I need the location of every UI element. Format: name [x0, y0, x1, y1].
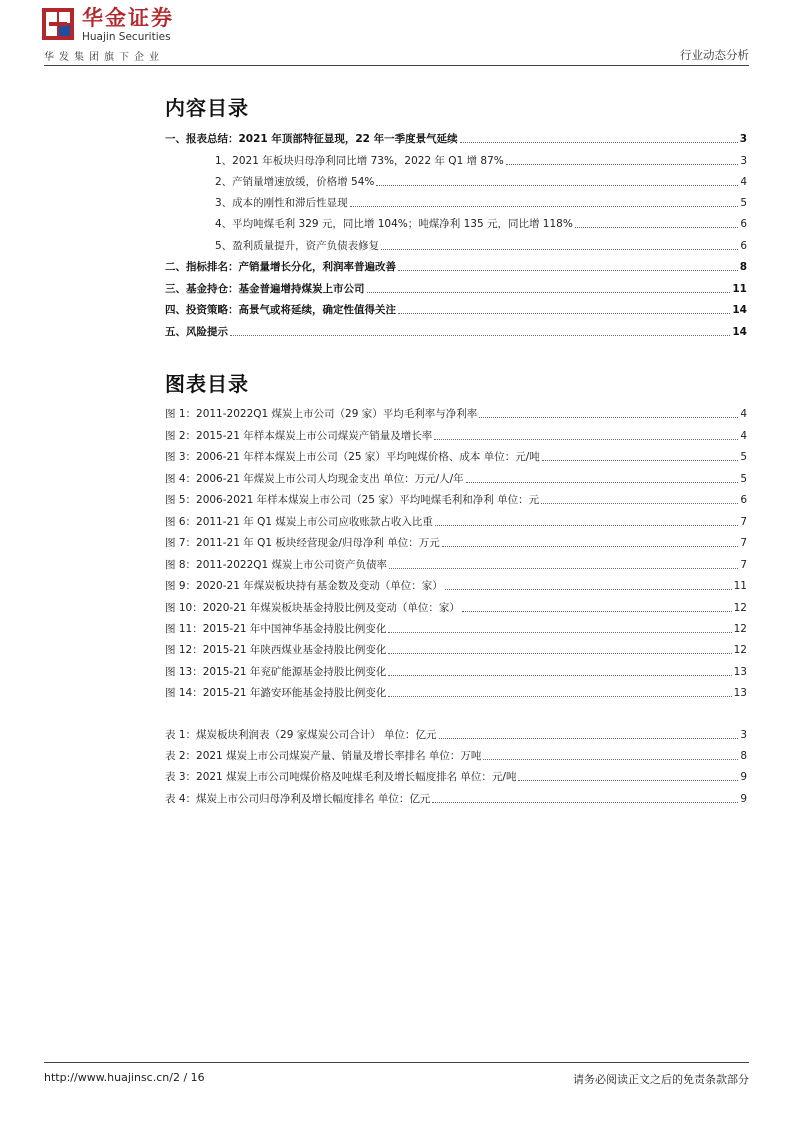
toc-entry-page: 14 [732, 304, 747, 316]
table-entry-text: 表 2：2021 煤炭上市公司煤炭产量、销量及增长率排名 单位：万吨 [165, 750, 482, 762]
toc-entry-text: 二、指标排名：产销量增长分化，利润率普遍改善 [165, 261, 396, 273]
leader-dots [350, 205, 739, 207]
figure-entry-text: 图 6：2011-21 年 Q1 煤炭上市公司应收账款占收入比重 [165, 516, 433, 528]
toc-entry[interactable] [165, 301, 747, 317]
figure-entry-page: 13 [733, 666, 747, 678]
figures-title: 图表目录 [165, 372, 249, 396]
figure-entry[interactable] [165, 556, 747, 572]
toc-entry-text: 3、成本的刚性和滞后性显现 [215, 197, 348, 209]
leader-dots [575, 226, 738, 228]
leader-dots [541, 502, 738, 504]
leader-dots [398, 312, 730, 314]
toc-entry-page: 6 [740, 218, 747, 230]
table-entry-page: 9 [740, 793, 747, 805]
toc-entry-text: 五、风险提示 [165, 326, 228, 338]
leader-dots [483, 758, 738, 760]
table-entry-page: 3 [740, 729, 747, 741]
toc-entry-page: 8 [739, 261, 747, 273]
leader-dots [381, 248, 738, 250]
toc-entry-text: 四、投资策略：高景气或将延续，确定性值得关注 [165, 304, 396, 316]
table-entry-text: 表 3：2021 煤炭上市公司吨煤价格及吨煤毛利及增长幅度排名 单位：元/吨 [165, 771, 517, 783]
toc-entry-text: 5、盈利质量提升，资产负债表修复 [215, 240, 380, 252]
figure-entry-text: 图 7：2011-21 年 Q1 板块经营现金/归母净利 单位：万元 [165, 537, 440, 549]
figure-entry-text: 图 12：2015-21 年陕西煤业基金持股比例变化 [165, 644, 387, 656]
table-entry[interactable] [165, 726, 747, 742]
figure-entry-page: 6 [740, 494, 747, 506]
toc-entry[interactable] [165, 130, 747, 146]
group-tagline: 华发集团旗下企业 [44, 52, 164, 63]
footer-divider [44, 1062, 749, 1063]
table-entry-text: 表 1：煤炭板块利润表（29 家煤炭公司合计） 单位：亿元 [165, 729, 437, 741]
huajin-logo-icon [42, 8, 74, 40]
figure-entry-page: 11 [733, 580, 747, 592]
figure-entry[interactable] [165, 641, 747, 657]
figure-entry-text: 图 3：2006-21 年样本煤炭上市公司（25 家）平均吨煤价格、成本 单位：元/吨 [165, 451, 540, 463]
leader-dots [442, 545, 739, 547]
table-entry[interactable] [165, 790, 747, 806]
figure-entry-page: 12 [733, 644, 747, 656]
figure-entry[interactable] [165, 491, 747, 507]
figure-entry-page: 7 [740, 516, 747, 528]
leader-dots [466, 481, 739, 483]
toc-entry-page: 14 [732, 326, 747, 338]
leader-dots [367, 291, 731, 293]
figure-entry-page: 7 [740, 537, 747, 549]
leader-dots [439, 737, 739, 739]
leader-dots [389, 567, 738, 569]
leader-dots [542, 459, 739, 461]
figure-entry[interactable] [165, 405, 747, 421]
leader-dots [435, 524, 738, 526]
figure-entry-page: 4 [740, 408, 747, 420]
table-entry-page: 9 [740, 771, 747, 783]
toc-entry-text: 4、平均吨煤毛利 329 元，同比增 104%；吨煤净利 135 元，同比增 118% [215, 218, 573, 230]
toc-entry-text: 一、报表总结：2021 年顶部特征显现，22 年一季度景气延续 [165, 133, 458, 145]
figure-entry-page: 13 [733, 687, 747, 699]
leader-dots [434, 438, 738, 440]
figure-entry-page: 5 [740, 473, 747, 485]
table-entry[interactable] [165, 747, 747, 763]
toc-entry-page: 4 [740, 176, 747, 188]
figure-entry-text: 图 8：2011-2022Q1 煤炭上市公司资产负债率 [165, 559, 388, 571]
figure-entry[interactable] [165, 684, 747, 700]
figure-entry[interactable] [165, 534, 747, 550]
figure-entry[interactable] [165, 620, 747, 636]
footer-url[interactable]: http://www.huajinsc.cn/2 / 16 [44, 1071, 205, 1084]
toc-entry[interactable] [165, 323, 747, 339]
report-type: 行业动态分析 [680, 48, 749, 62]
leader-dots [388, 652, 731, 654]
figure-entry-page: 4 [740, 430, 747, 442]
figure-entry-text: 图 2：2015-21 年样本煤炭上市公司煤炭产销量及增长率 [165, 430, 433, 442]
figure-entry-text: 图 11：2015-21 年中国神华基金持股比例变化 [165, 623, 387, 635]
leader-dots [445, 588, 732, 590]
figure-entry-page: 12 [733, 602, 747, 614]
toc-entry-page: 3 [739, 133, 747, 145]
toc-entry[interactable] [165, 280, 747, 296]
leader-dots [398, 269, 738, 271]
table-entry-text: 表 4：煤炭上市公司归母净利及增长幅度排名 单位：亿元 [165, 793, 431, 805]
figure-entry-text: 图 10：2020-21 年煤炭板块基金持股比例及变动（单位：家） [165, 602, 460, 614]
header-divider [44, 65, 749, 66]
toc-entry[interactable] [165, 194, 747, 210]
figure-entry[interactable] [165, 427, 747, 443]
toc-title: 内容目录 [165, 96, 249, 120]
leader-dots [376, 184, 738, 186]
toc-entry-page: 3 [740, 155, 747, 167]
table-entry-page: 8 [740, 750, 747, 762]
leader-dots [518, 779, 738, 781]
footer-disclaimer: 请务必阅读正文之后的免责条款部分 [573, 1073, 749, 1086]
leader-dots [479, 416, 738, 418]
toc-entry[interactable] [165, 258, 747, 274]
toc-entry[interactable] [165, 215, 747, 231]
figure-entry[interactable] [165, 599, 747, 615]
figure-entry[interactable] [165, 577, 747, 593]
figure-entry-text: 图 13：2015-21 年兖矿能源基金持股比例变化 [165, 666, 387, 678]
toc-entry-page: 11 [732, 283, 747, 295]
leader-dots [460, 141, 738, 143]
figure-entry-text: 图 4：2006-21 年煤炭上市公司人均现金支出 单位：万元/人/年 [165, 473, 464, 485]
toc-entry-page: 6 [740, 240, 747, 252]
toc-entry[interactable] [165, 173, 747, 189]
figure-entry[interactable] [165, 663, 747, 679]
logo-english-name: Huajin Securities [82, 31, 171, 43]
toc-entry[interactable] [165, 152, 747, 168]
leader-dots [230, 334, 730, 336]
leader-dots [506, 163, 739, 165]
leader-dots [388, 695, 731, 697]
leader-dots [432, 801, 738, 803]
toc-entry-text: 1、2021 年板块归母净利同比增 73%，2022 年 Q1 增 87% [215, 155, 504, 167]
toc-entry[interactable] [165, 237, 747, 253]
figure-entry-page: 12 [733, 623, 747, 635]
figure-entry-text: 图 1：2011-2022Q1 煤炭上市公司（29 家）平均毛利率与净利率 [165, 408, 478, 420]
figure-entry-text: 图 9：2020-21 年煤炭板块持有基金数及变动（单位：家） [165, 580, 443, 592]
figure-entry[interactable] [165, 470, 747, 486]
leader-dots [388, 674, 731, 676]
figure-entry[interactable] [165, 448, 747, 464]
page-header [0, 0, 793, 70]
figure-entry[interactable] [165, 513, 747, 529]
toc-entry-text: 三、基金持仓：基金普遍增持煤炭上市公司 [165, 283, 365, 295]
figure-entry-page: 5 [740, 451, 747, 463]
figure-entry-text: 图 14：2015-21 年潞安环能基金持股比例变化 [165, 687, 387, 699]
toc-entry-text: 2、产销量增速放缓，价格增 54% [215, 176, 375, 188]
figure-entry-page: 7 [740, 559, 747, 571]
toc-entry-page: 5 [740, 197, 747, 209]
leader-dots [462, 610, 732, 612]
leader-dots [388, 631, 731, 633]
logo-chinese-name: 华金证券 [82, 6, 174, 30]
table-entry[interactable] [165, 768, 747, 784]
figure-entry-text: 图 5：2006-2021 年样本煤炭上市公司（25 家）平均吨煤毛利和净利 单位：元 [165, 494, 540, 506]
